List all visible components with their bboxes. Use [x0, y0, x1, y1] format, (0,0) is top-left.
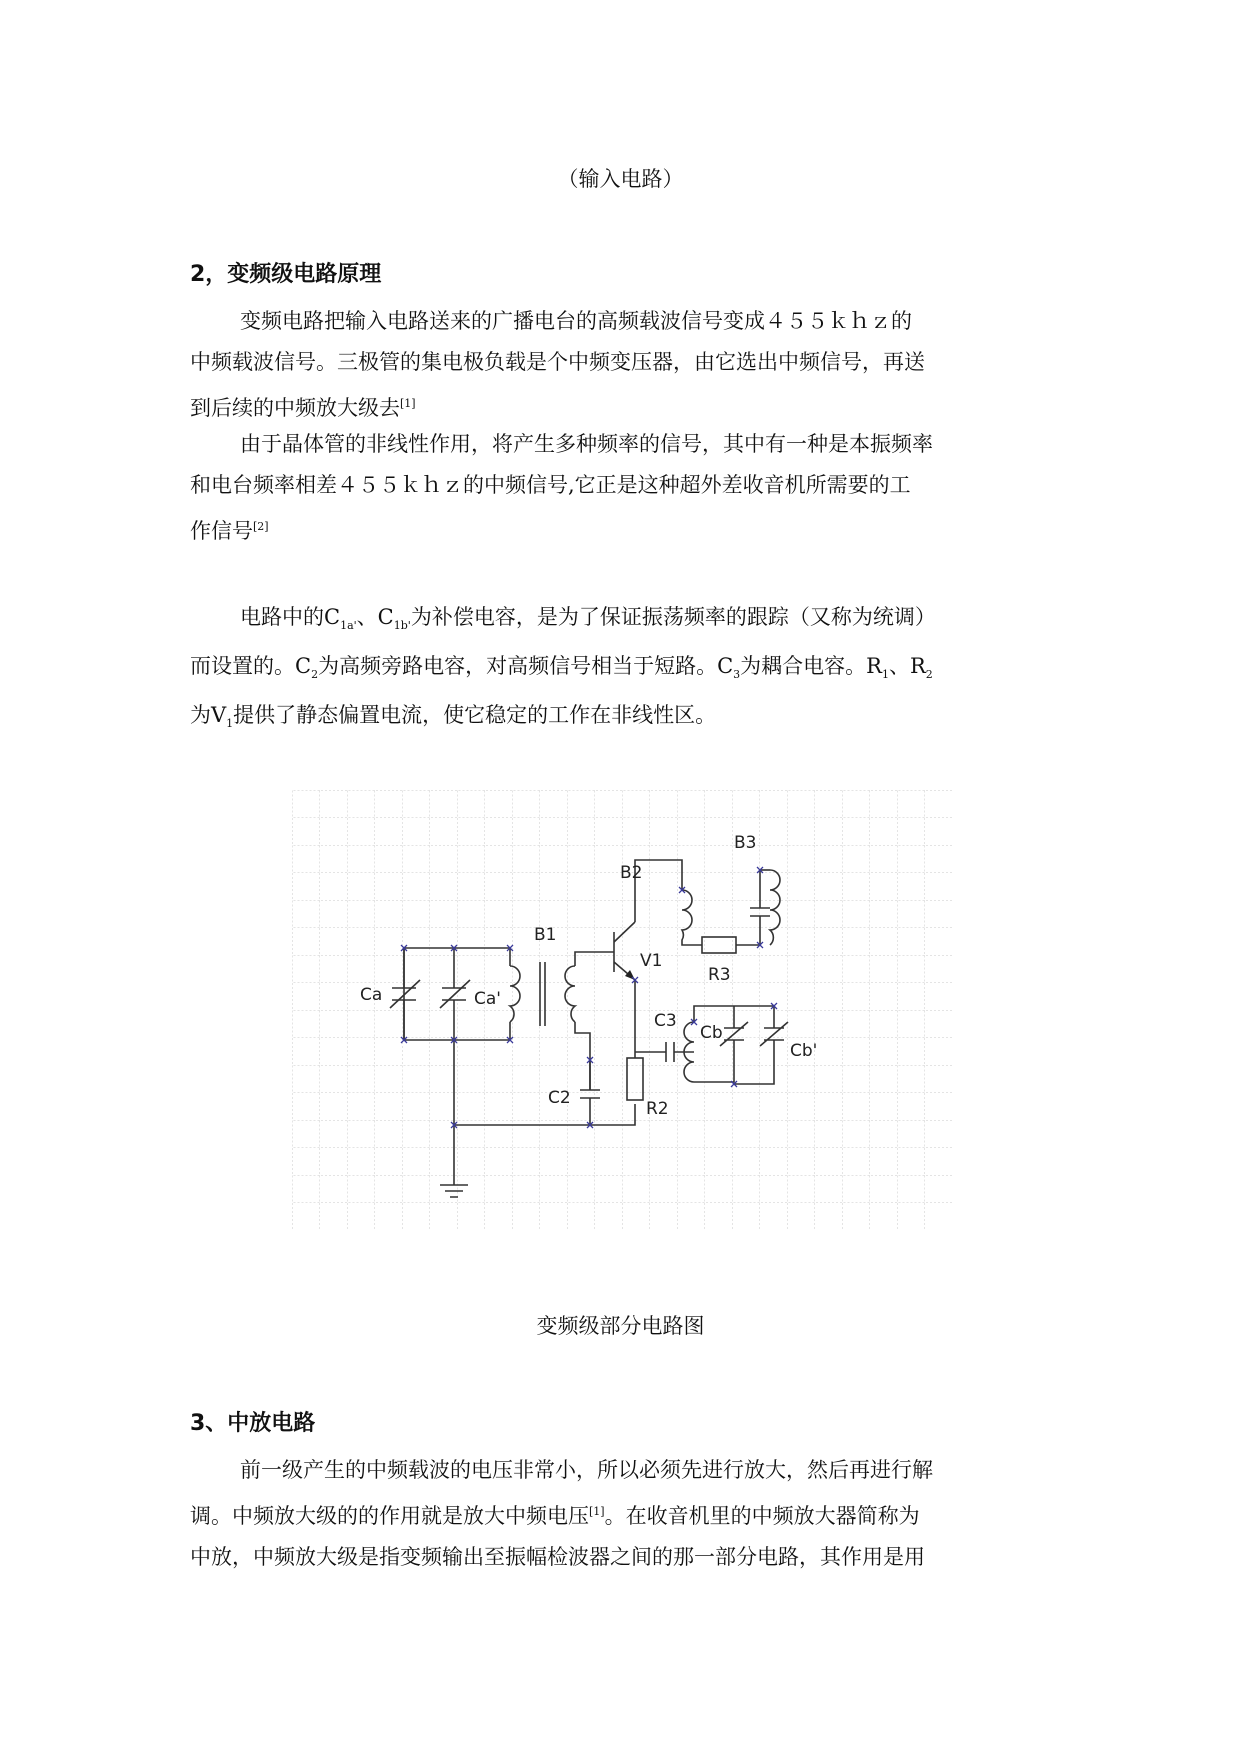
figure-caption: 变频级部分电路图 — [536, 1314, 705, 1338]
mixer-circuit-diagram — [292, 790, 952, 1230]
section2-heading: 2，变频级电路原理 — [190, 262, 382, 287]
citation-ref: [1] — [589, 1505, 605, 1518]
citation-ref: [2] — [253, 520, 269, 533]
grid-background — [292, 790, 952, 1230]
subscript: 1 — [226, 717, 234, 731]
section2-paragraph-1 — [190, 301, 1058, 429]
input-circuit-caption: （输入电路） — [557, 167, 684, 191]
text-run: 调。中频放大级的的作用就是放大中频电压 — [190, 1504, 589, 1528]
text-run: 提供了静态偏置电流，使它稳定的工作在非线性区。 — [233, 703, 717, 728]
text-run: 而设置的。C — [190, 654, 312, 679]
label-r2: R2 — [646, 1099, 669, 1119]
text-line: 变频电路把输入电路送来的广播电台的高频载波信号变成４５５ｋｈｚ的 — [240, 309, 912, 333]
label-ca-prime: Ca' — [474, 989, 501, 1009]
subscript: 1a' — [340, 619, 357, 633]
label-ca: Ca — [360, 985, 383, 1005]
text-line: 作信号 — [190, 519, 253, 543]
text-run: 为V — [190, 703, 227, 728]
subscript: 3 — [733, 668, 741, 682]
subscript: 1 — [881, 668, 889, 682]
text-line: 到后续的中频放大级去 — [190, 396, 400, 420]
label-b2: B2 — [620, 863, 643, 883]
label-c2: C2 — [548, 1088, 571, 1108]
section3-paragraph-1 — [190, 1450, 1058, 1578]
text-line: 由于晶体管的非线性作用，将产生多种频率的信号，其中有一种是本振频率 — [240, 432, 933, 456]
label-r3: R3 — [708, 965, 731, 985]
text-run: 、R — [888, 654, 926, 679]
text-line: 中放，中频放大级是指变频输出至振幅检波器之间的那一部分电路，其作用是用 — [190, 1545, 925, 1569]
subscript: 1b' — [393, 619, 411, 633]
subscript: 2 — [925, 668, 933, 682]
section2-paragraph-2 — [190, 424, 1058, 552]
label-cb-prime: Cb' — [790, 1041, 818, 1061]
text-run: 为补偿电容，是为了保证振荡频率的跟踪（又称为统调） — [410, 605, 936, 629]
text-line: 中频载波信号。三极管的集电极负载是个中频变压器，由它选出中频信号，再送 — [190, 350, 925, 374]
text-run: 、C — [356, 605, 394, 629]
label-cb: Cb — [700, 1023, 723, 1043]
label-b1: B1 — [534, 925, 557, 945]
text-line: 前一级产生的中频载波的电压非常小，所以必须先进行放大，然后再进行解 — [240, 1458, 933, 1482]
circuit-schematic — [292, 790, 952, 1230]
text-run: 。在收音机里的中频放大器简称为 — [604, 1504, 920, 1528]
text-run: 电路中的C — [240, 605, 341, 629]
text-run: 为耦合电容。R — [740, 654, 882, 679]
text-run: 为高频旁路电容，对高频信号相当于短路。C — [318, 654, 734, 679]
subscript: 2 — [311, 668, 319, 682]
section3-heading: 3、中放电路 — [190, 1411, 316, 1436]
citation-ref: [1] — [400, 397, 416, 410]
label-b3: B3 — [734, 833, 757, 853]
section2-paragraph-3 — [190, 597, 1058, 745]
label-v1: V1 — [640, 951, 663, 971]
text-line: 和电台频率相差４５５ｋｈｚ的中频信号,它正是这种超外差收音机所需要的工 — [190, 473, 911, 497]
label-c3: C3 — [654, 1011, 677, 1031]
